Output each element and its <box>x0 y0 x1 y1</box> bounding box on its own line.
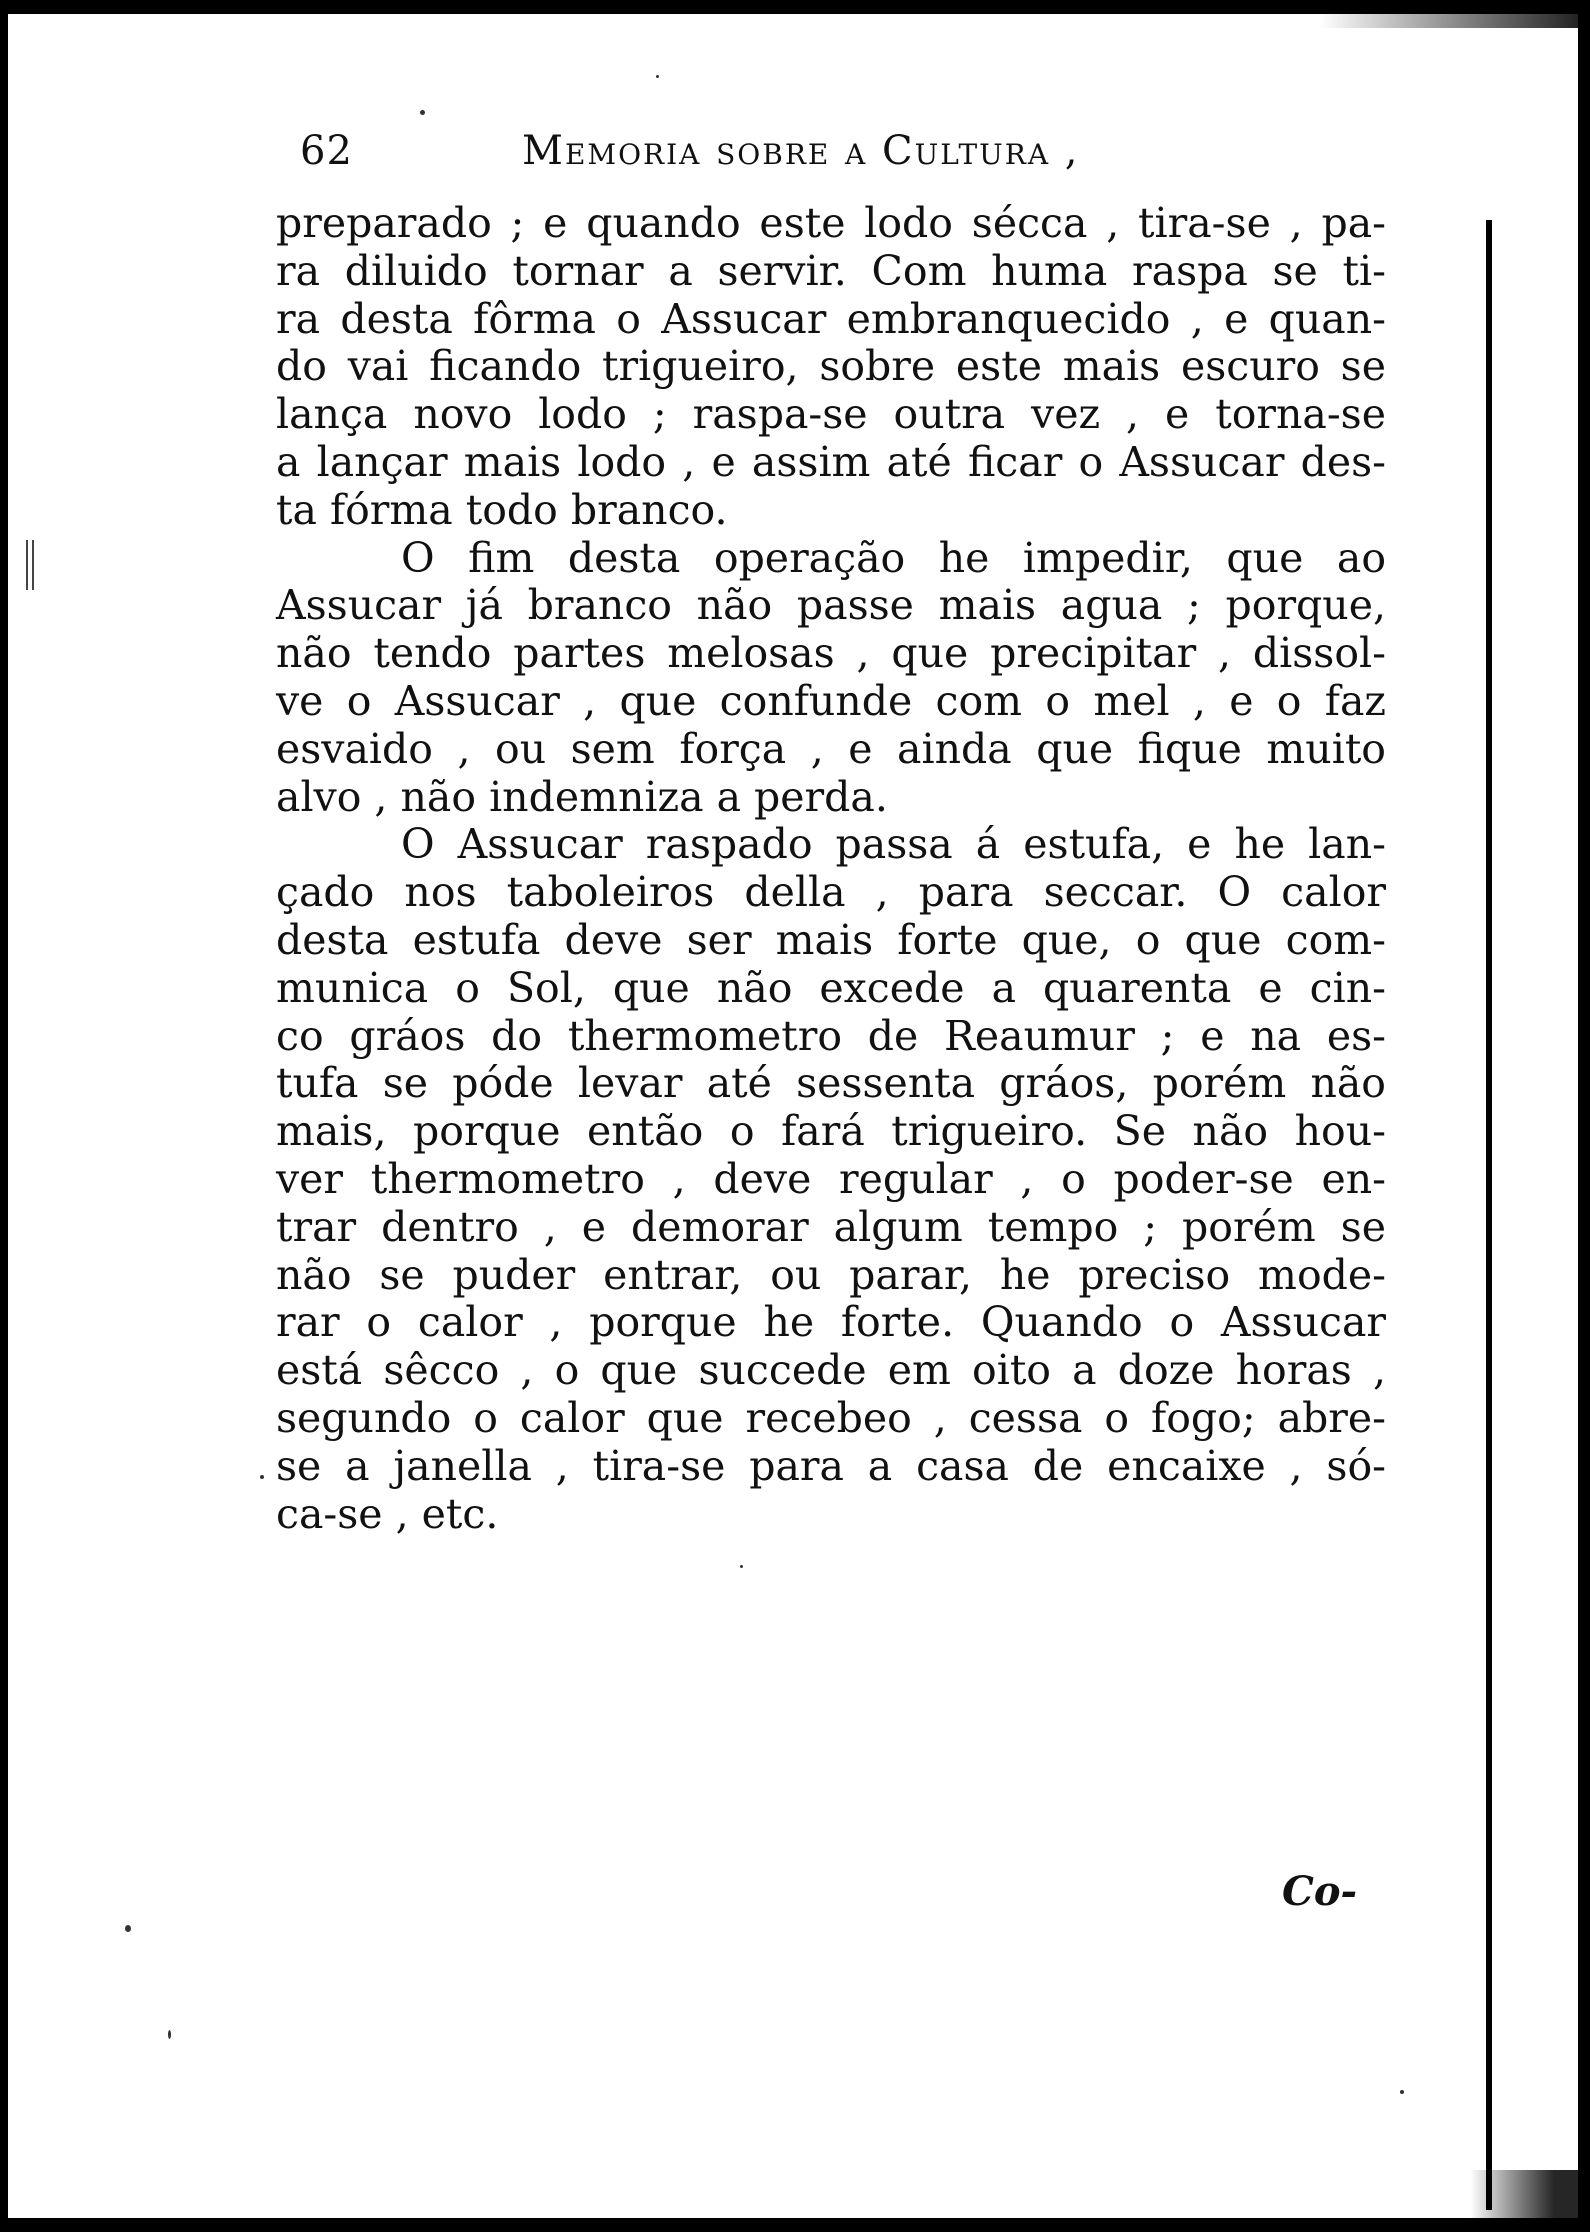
text-line: está sêcco , o que succede em oito a doze horas , <box>276 1346 1386 1395</box>
text-line: çado nos taboleiros della , para seccar. O calor <box>276 868 1386 917</box>
text-line: se a janella , tira-se para a casa de encaixe , só- <box>276 1441 1386 1490</box>
scan-smudge-top-right <box>1320 10 1590 28</box>
text-line: esvaido , ou sem força , e ainda que fique muito <box>276 724 1386 773</box>
text-line: O Assucar raspado passa á estufa, e he lan- <box>401 820 1386 869</box>
text-line: trar dentro , e demorar algum tempo ; porém se <box>276 1202 1386 1251</box>
text-line: lança novo lodo ; raspa-se outra vez , e torna-se <box>276 390 1386 439</box>
ink-speck <box>168 2030 171 2039</box>
ink-speck <box>656 75 659 78</box>
running-head: Memoria sobre a Cultura , <box>522 128 1080 174</box>
ink-speck <box>740 1565 743 1568</box>
text-line: preparado ; e quando este lodo sécca , tira-se , pa- <box>276 199 1386 247</box>
text-line: ra diluido tornar a servir. Com huma raspa se ti- <box>276 246 1386 295</box>
text-line: co gráos do thermometro de Reaumur ; e na es- <box>276 1011 1386 1060</box>
scan-border-bottom <box>0 2218 1590 2232</box>
text-line: O fim desta operação he impedir, que ao <box>401 533 1386 582</box>
text-line: ra desta fôrma o Assucar embranquecido , e quan- <box>276 294 1386 343</box>
text-line: alvo , não indemniza a perda. <box>276 772 888 821</box>
text-line: ve o Assucar , que confunde com o mel , e o faz <box>276 676 1386 725</box>
ink-speck <box>260 1475 264 1479</box>
text-line: não tendo partes melosas , que precipitar , dissol- <box>276 629 1386 678</box>
text-line: mais, porque então o fará trigueiro. Se não hou- <box>276 1107 1386 1156</box>
text-line: segundo o calor que recebeo , cessa o fogo; abre- <box>276 1393 1386 1442</box>
text-line: rar o calor , porque he forte. Quando o Assucar <box>276 1298 1386 1347</box>
ink-speck <box>125 1925 131 1932</box>
text-line: a lançar mais lodo , e assim até ficar o Assucar des- <box>276 437 1386 486</box>
text-line: tufa se póde levar até sessenta gráos, porém não <box>276 1059 1386 1108</box>
scan-edge-right <box>1486 220 1492 2210</box>
text-line: do vai ficando trigueiro, sobre este mais escuro se <box>276 342 1386 391</box>
text-line: ta fórma todo branco. <box>276 485 728 534</box>
ink-speck <box>420 110 425 115</box>
scan-border-right <box>1578 0 1590 2232</box>
catchword: Co- <box>1282 1868 1358 1915</box>
page-header <box>300 128 1400 188</box>
text-line: ver thermometro , deve regular , o poder-se en- <box>276 1154 1386 1203</box>
body-text <box>276 200 1386 1538</box>
text-line: ca-se , etc. <box>276 1489 499 1538</box>
scan-border-left <box>0 0 8 2232</box>
scan-smudge-bottom-right <box>1470 2170 1590 2218</box>
text-line: Assucar já branco não passe mais agua ; porque, <box>276 581 1386 630</box>
scan-mark-left <box>26 540 34 590</box>
page-number: 62 <box>300 128 353 174</box>
text-line: desta estufa deve ser mais forte que, o que com- <box>276 915 1386 964</box>
text-line: munica o Sol, que não excede a quarenta e cin- <box>276 963 1386 1012</box>
text-line: não se puder entrar, ou parar, he preciso mode- <box>276 1250 1386 1299</box>
ink-speck <box>1400 2090 1404 2094</box>
